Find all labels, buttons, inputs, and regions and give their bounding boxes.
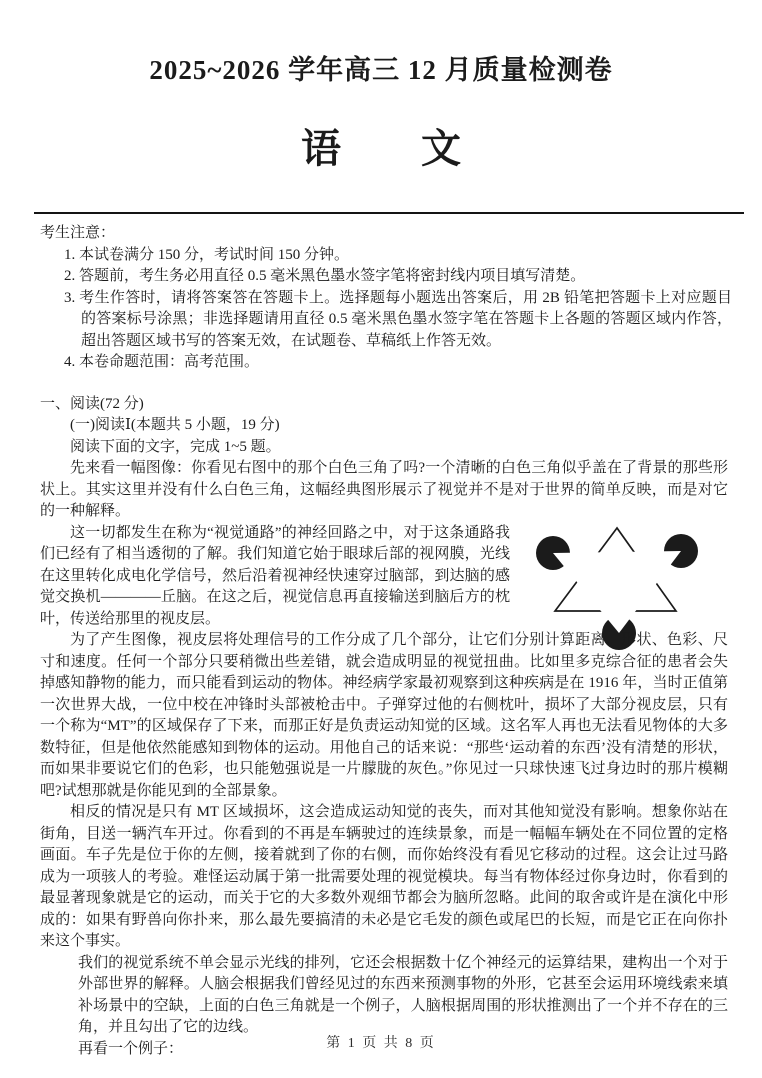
notice-item: 4. 本卷命题范围：高考范围。 bbox=[64, 354, 260, 370]
notice-item: 1. 本试卷满分 150 分，考试时间 150 分钟。 bbox=[64, 246, 350, 263]
passage-paragraph: 先来看一幅图像：你看见右图中的那个白色三角了吗?一个清晰的白色三角似乎盖在了背景的那些形状上。其实这里并没有什么白色三角，这幅经典图形展示了视觉并不是对于世界的简单反映，而是对它的一种解释。 bbox=[40, 460, 728, 519]
notice-items bbox=[40, 245, 732, 374]
passage-paragraph: 这一切都发生在称为“视觉通路”的神经回路之中，对于这条通路我们已经有了相当透彻的了解。我们知道它始于眼球后部的视网膜，光线在这里转化成电化学信号，然后沿着视神经快速穿过脑部，到达脑的感觉交换机————丘脑。在这之后，视觉信息再直接输送到脑后方的枕叶，传送给那里的视皮层。 bbox=[40, 524, 510, 627]
notice-item: 2. 答题前，考生务必用直径 0.5 毫米黑色墨水签字笔将密封线内项目填写清楚。 bbox=[64, 268, 586, 284]
passage-paragraph: 为了产生图像，视皮层将处理信号的工作分成了几个部分，让它们分别计算距离、形状、色彩、尺寸和速度。任何一个部分只要稍微出些差错，就会造成明显的视觉扭曲。比如里多克综合征的患者会失掉感知静物的能力，而只能看到运动的物体。神经病学家最初观察到这种疾病是在 1916 年，当时正值第一次世界大战，一位中校在冲锋时头部被枪击中。子弹穿过他的右侧枕叶，损坏了大部分视皮层，只有一个称为“MT”的区域保存了下来，而那正好是负责运动知觉的区域。这名军人再也无法看见物体的大多数特征，但是他依然能感知到物体的运动。用他自己的话来说：“那些‘运动着的东西’没有清楚的形状，而如果非要说它们的色彩，也只能勉强说是一片朦胧的灰色。”你见过一只球快速飞过身边时的那片模糊吧?试想那就是你能见到的全部景象。 bbox=[40, 632, 728, 799]
kanizsa-triangle-figure bbox=[522, 523, 728, 617]
section-instruction: 阅读下面的文字，完成 1~5 题。 bbox=[70, 438, 281, 455]
passage-paragraph: 相反的情况是只有 MT 区域损坏，这会造成运动知觉的丧失，而对其他知觉没有影响。想象你站在街角，目送一辆汽车开过。你看到的不再是车辆驶过的连续景象，而是一幅幅车辆处在不同位置的定格画面。车子先是位于你的左侧，接着就到了你的右侧，而你始终没有看见它移动的过程。这会让过马路成为一项骇人的考验。难怪运动属于第一批需要处理的视觉模块。每当有物体经过你身边时，你看到的最显著现象就是它的运动，而关于它的大多数外观细节都会为脑所忽略。此间的取舍或许是在演化中形成的：如果有野兽向你扑来，那么最先要搞清的未必是它毛发的颜色或尾巴的长短，而是它正在向你扑来这个事实。 bbox=[40, 804, 728, 949]
reading-section bbox=[40, 394, 728, 1061]
notice-heading: 考生注意： bbox=[40, 225, 116, 241]
passage-lead-in: 再看一个例子： bbox=[78, 1040, 184, 1057]
exam-title: 2025~2026 学年高三 12 月质量检测卷 bbox=[149, 55, 613, 85]
page-number: 第 1 页 共 8 页 bbox=[326, 1036, 436, 1051]
examinee-notice bbox=[40, 223, 732, 374]
passage-paragraph: 我们的视觉系统不单会显示光线的排列，它还会根据数十亿个神经元的运算结果，建构出一个对于外部世界的解释。人脑会根据我们曾经见过的东西来预测事物的外形，它甚至会运用环境线索来填补场景中的空缺，上面的白色三角就是一个例子，人脑根据周围的形状推测出了一个并不存在的三角，并且勾出了它的边线。 bbox=[78, 954, 728, 1035]
section-subheading: (一)阅读Ⅰ(本题共 5 小题，19 分) bbox=[70, 417, 280, 433]
section-heading: 一、阅读(72 分) bbox=[40, 395, 144, 412]
notice-item: 3. 考生作答时，请将答案答在答题卡上。选择题每小题选出答案后，用 2B 铅笔把答题卡上对应题目的答案标号涂黑；非选择题请用直径 0.5 毫米黑色墨水签字笔在答题卡上各题的答题区域内作答，超出答题区域书写的答案无效，在试题卷、草稿纸上作答无效。 bbox=[64, 289, 732, 349]
header-divider bbox=[34, 212, 744, 214]
subject-title: 语 文 bbox=[301, 126, 461, 171]
